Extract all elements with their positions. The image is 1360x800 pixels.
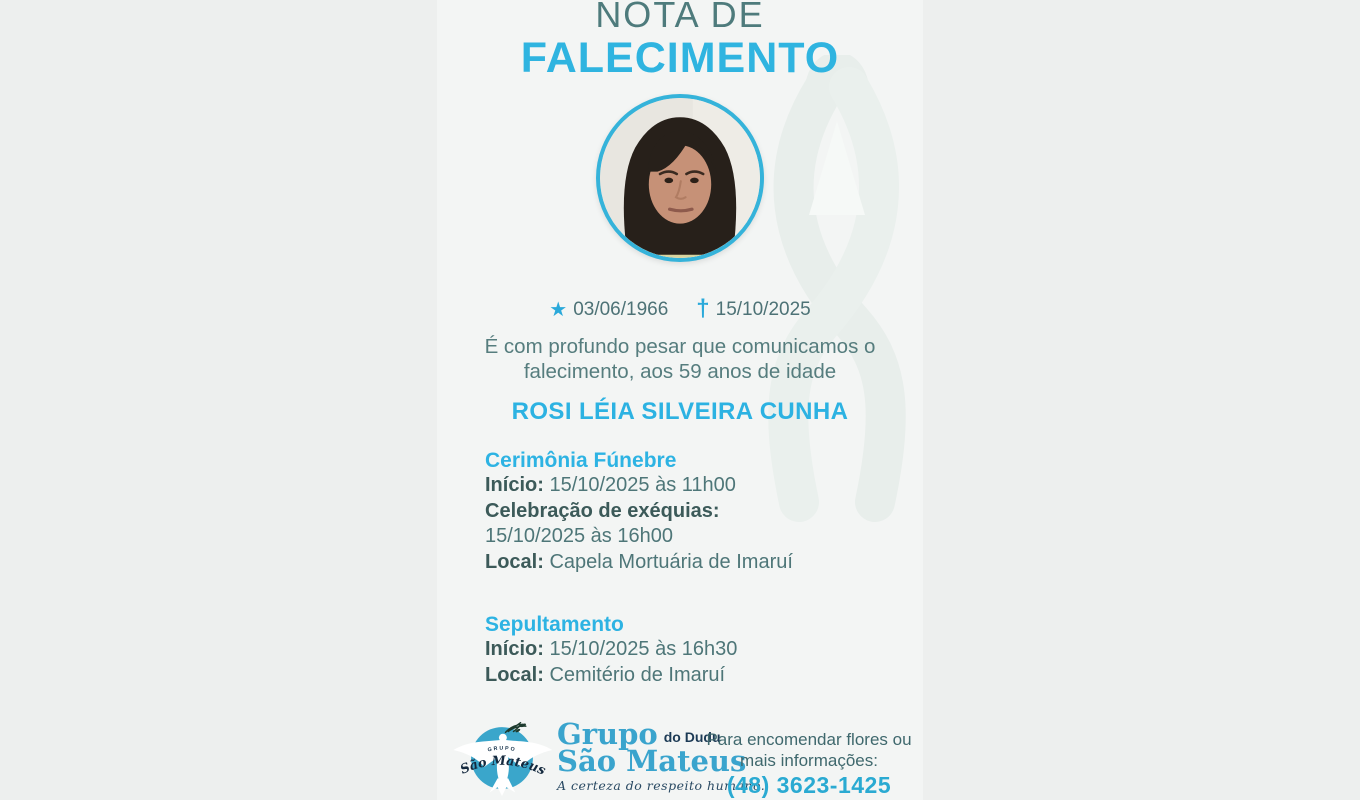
birth-date-item bbox=[549, 299, 668, 321]
brand-grupo: Grupo bbox=[557, 717, 658, 751]
ceremony-start-label: Início: bbox=[485, 474, 544, 497]
exequias-value-line bbox=[485, 524, 885, 549]
contact-line2: mais informações: bbox=[740, 750, 878, 770]
poster-title bbox=[437, 0, 923, 80]
burial-location-label: Local: bbox=[485, 663, 544, 686]
logo-badge-top-text: GRUPO bbox=[487, 745, 517, 754]
burial-start bbox=[485, 637, 885, 662]
announcement-text bbox=[437, 334, 923, 384]
life-dates bbox=[437, 294, 923, 322]
cross-icon: † bbox=[696, 294, 710, 322]
ceremony-heading: Cerimônia Fúnebre bbox=[485, 449, 677, 472]
footer bbox=[437, 714, 923, 800]
announcement-line1: É com profundo pesar que comunicamos o bbox=[484, 335, 876, 358]
title-falecimento: FALECIMENTO bbox=[520, 34, 840, 82]
brand-tagline: A certeza do respeito humano. bbox=[557, 778, 766, 793]
birth-date: 03/06/1966 bbox=[573, 299, 669, 320]
ceremony-start bbox=[485, 473, 885, 498]
contact-line1: Para encomendar flores ou bbox=[706, 730, 912, 749]
dove-icon bbox=[449, 718, 555, 798]
burial-location-value: Cemitério de Imaruí bbox=[549, 663, 726, 686]
burial-start-label: Início: bbox=[485, 638, 544, 661]
deceased-name: ROSI LÉIA SILVEIRA CUNHA bbox=[511, 398, 849, 425]
exequias-label-line bbox=[485, 499, 885, 524]
contact-phone: (48) 3623-1425 bbox=[726, 772, 892, 798]
portrait-image bbox=[600, 98, 760, 258]
brand-sao-mateus: São Mateus bbox=[557, 744, 747, 778]
logo-badge-arc-text: São Mateus bbox=[458, 753, 548, 779]
star-icon: ★ bbox=[549, 299, 568, 321]
ceremony-location bbox=[485, 550, 885, 575]
exequias-label: Celebração de exéquias: bbox=[485, 499, 720, 522]
burial-start-value: 15/10/2025 às 16h30 bbox=[549, 638, 738, 661]
poster-card bbox=[437, 0, 923, 800]
ceremony-start-value: 15/10/2025 às 11h00 bbox=[549, 474, 736, 497]
burial-location bbox=[485, 663, 885, 688]
deceased-photo bbox=[596, 94, 764, 262]
ceremony-location-value: Capela Mortuária de Imaruí bbox=[549, 550, 793, 573]
contact-info bbox=[703, 730, 915, 796]
service-details bbox=[485, 448, 885, 688]
brand-do-dudu: do Dudu bbox=[663, 729, 721, 745]
death-date: 15/10/2025 bbox=[715, 299, 811, 320]
exequias-value: 15/10/2025 às 16h00 bbox=[485, 525, 673, 548]
announcement-line2: falecimento, aos 59 anos de idade bbox=[523, 360, 837, 383]
title-nota-de: NOTA DE bbox=[595, 0, 765, 35]
burial-heading: Sepultamento bbox=[485, 613, 624, 637]
ceremony-location-label: Local: bbox=[485, 550, 544, 573]
funeral-home-logo bbox=[449, 718, 555, 798]
death-date-item bbox=[696, 294, 811, 322]
